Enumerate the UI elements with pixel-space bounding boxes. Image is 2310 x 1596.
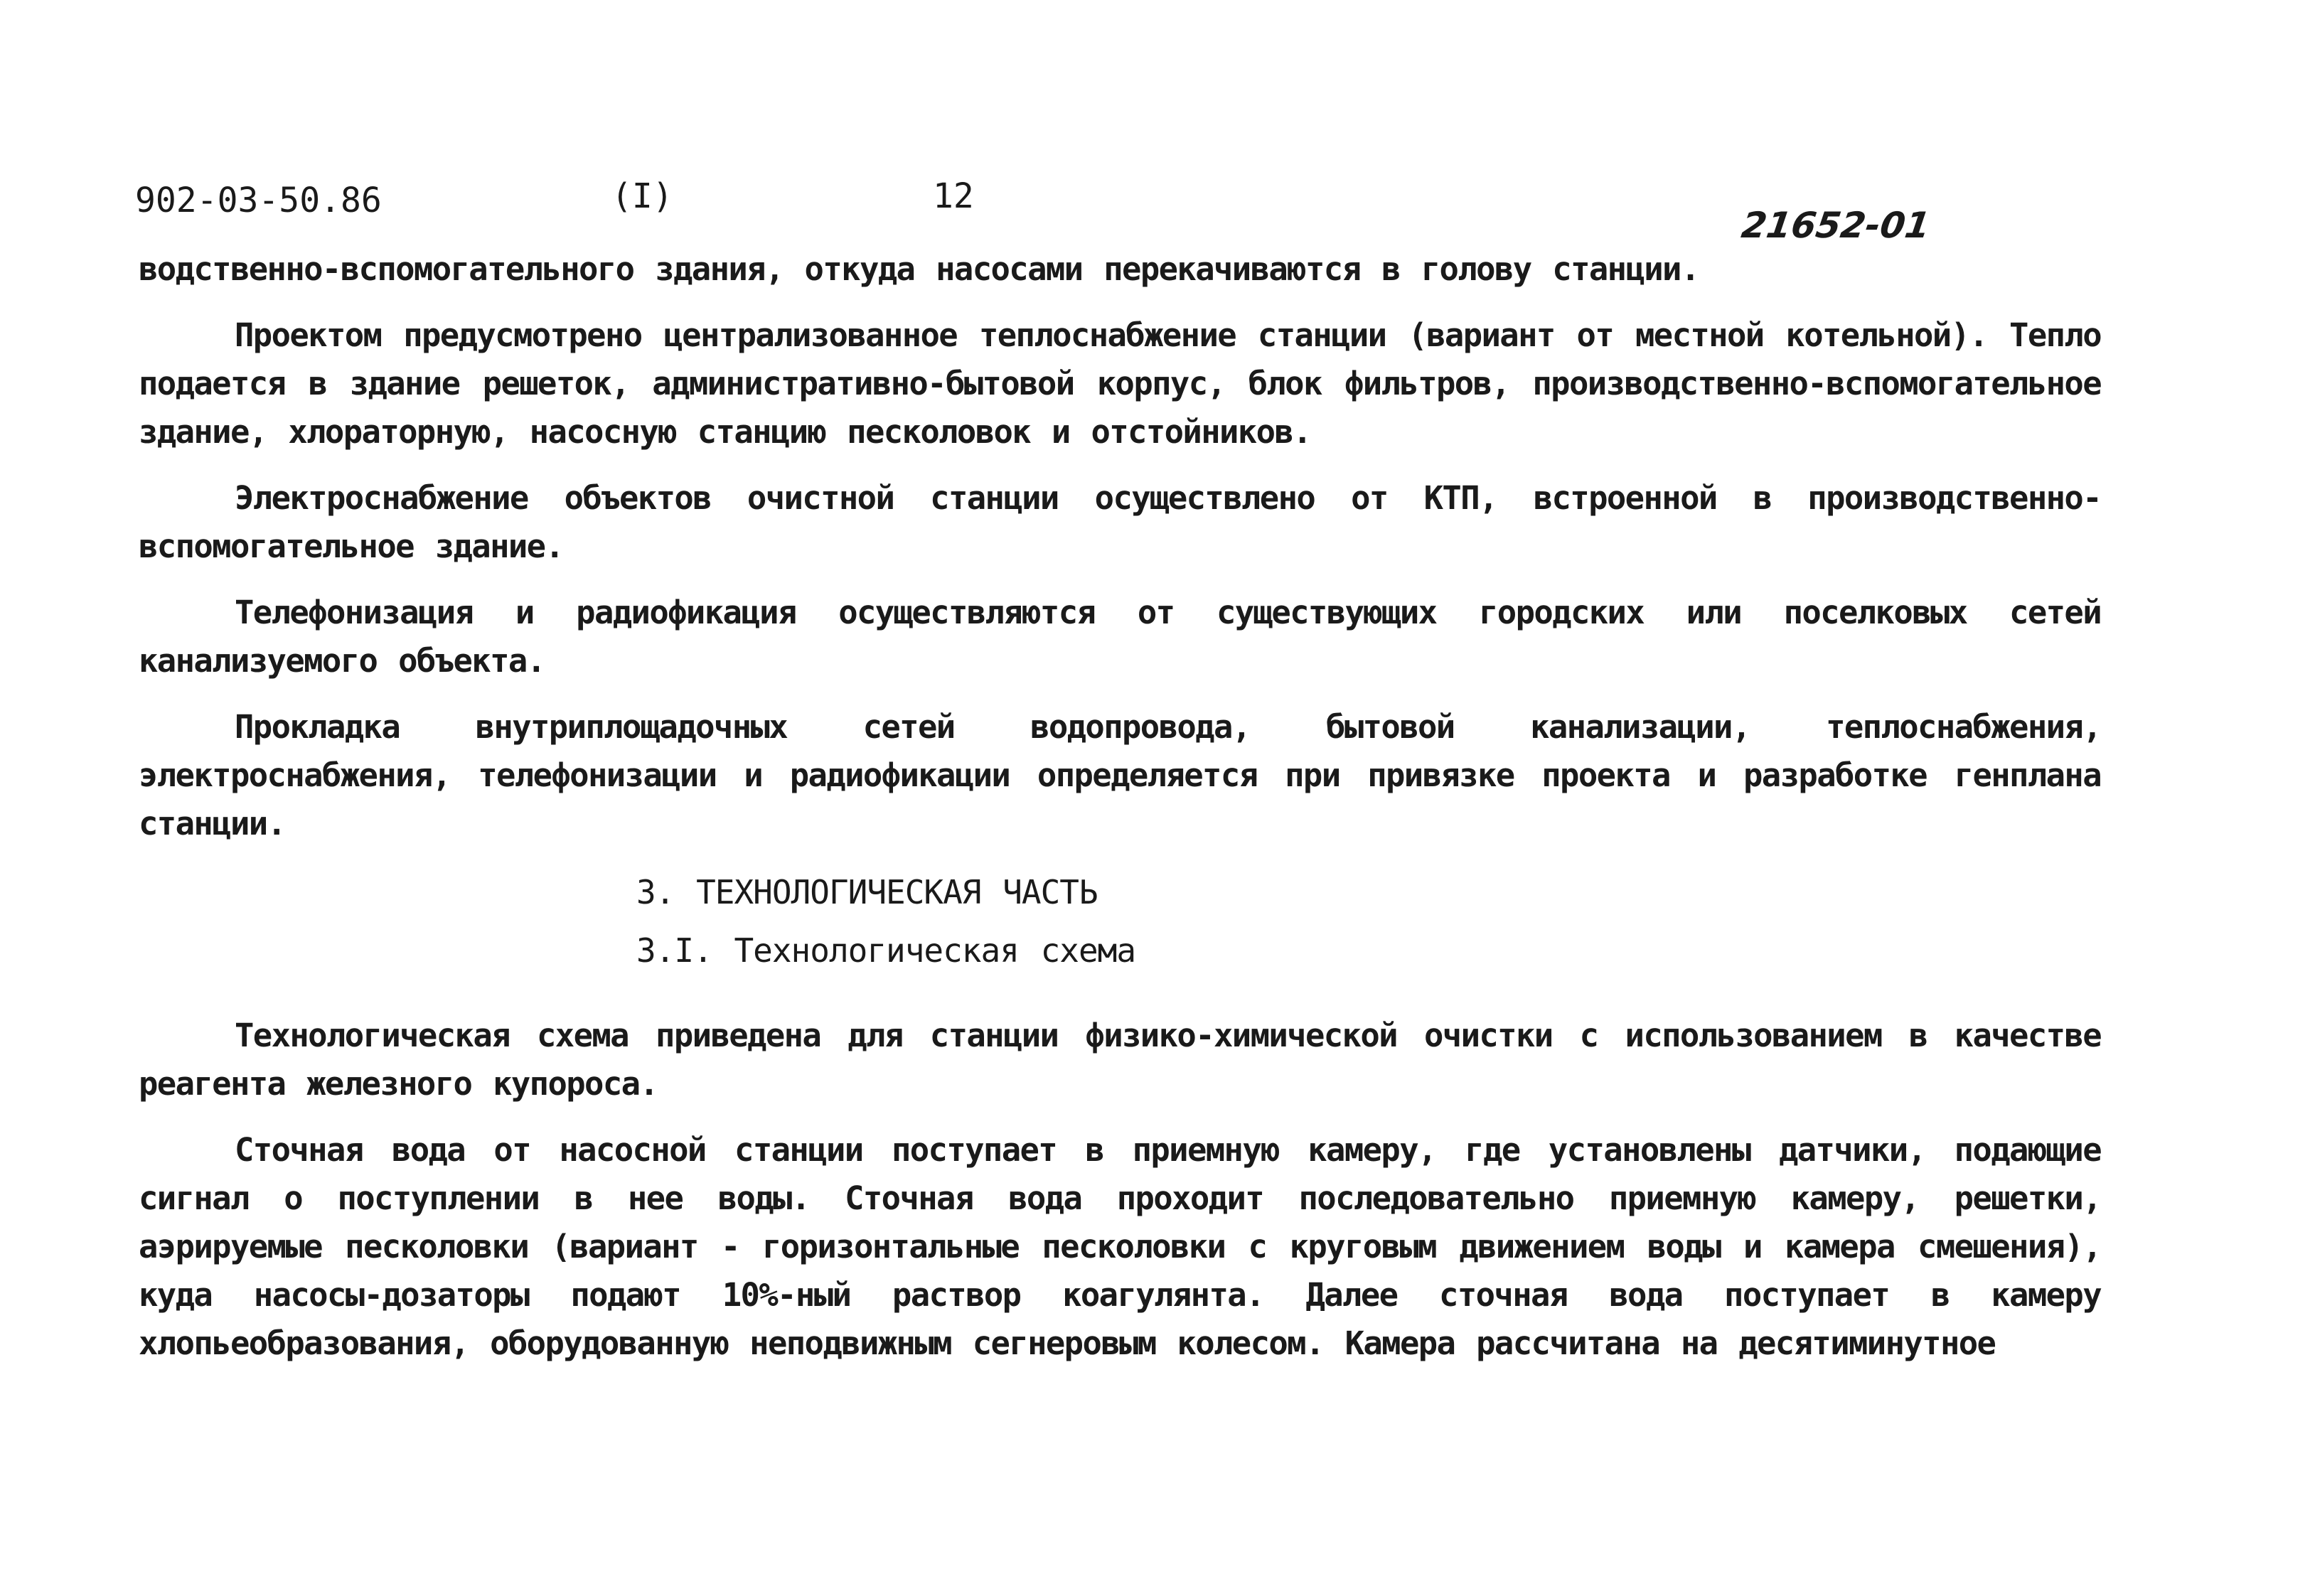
- paragraph-wastewater-flow: Сточная вода от насосной станции поступает в приемную камеру, где установлены датчики, подающие сигнал о поступлении в нее воды. Сточная вода проходит последовательно приемную камеру, решетки, аэрируемые песколовки (вариант - горизонтальные песколовки с круговым движением воды и камера смешения), куда насосы-дозаторы подают 10%-ный раствор коагулянта. Далее сточная вода поступает в камеру хлопьеобразования, оборудованную неподвижным сегнеровым колесом. Камера рассчитана на десятиминутное: [139, 1131, 2101, 1362]
- document-body: [139, 245, 2101, 1386]
- page-number: 12: [933, 176, 974, 216]
- section-title: 3. ТЕХНОЛОГИЧЕСКАЯ ЧАСТЬ: [636, 873, 1098, 911]
- paragraph-scheme-intro: Технологическая схема приведена для станции физико-химической очистки с использованием в качестве реагента железного купороса.: [139, 1017, 2101, 1103]
- handwritten-stamp: 21652-01: [1738, 205, 1933, 246]
- document-code: 902-03-50.86: [135, 181, 382, 220]
- paragraph-power-supply: Электроснабжение объектов очистной станции осуществлено от КТП, встроенной в производственно-вспомогательное здание.: [139, 479, 2101, 565]
- paragraph-site-networks: Прокладка внутриплощадочных сетей водопровода, бытовой канализации, теплоснабжения, электроснабжения, телефонизации и радиофикации определяется при привязке проекта и разработке генплана станции.: [139, 708, 2101, 842]
- document-part: (I): [611, 176, 673, 216]
- paragraph-telephony: Телефонизация и радиофикация осуществляются от существующих городских или поселковых сетей канализуемого объекта.: [139, 594, 2101, 680]
- paragraph-continuation: водственно-вспомогательного здания, откуда насосами перекачиваются в голову станции.: [139, 250, 1699, 288]
- paragraph-heating: Проектом предусмотрено централизованное теплоснабжение станции (вариант от местной котельной). Тепло подается в здание решеток, административно-бытовой корпус, блок фильтров, производственно-вспомогательное здание, хлораторную, насосную станцию песколовок и отстойников.: [139, 316, 2101, 451]
- subsection-title: 3.I. Технологическая схема: [636, 931, 1136, 970]
